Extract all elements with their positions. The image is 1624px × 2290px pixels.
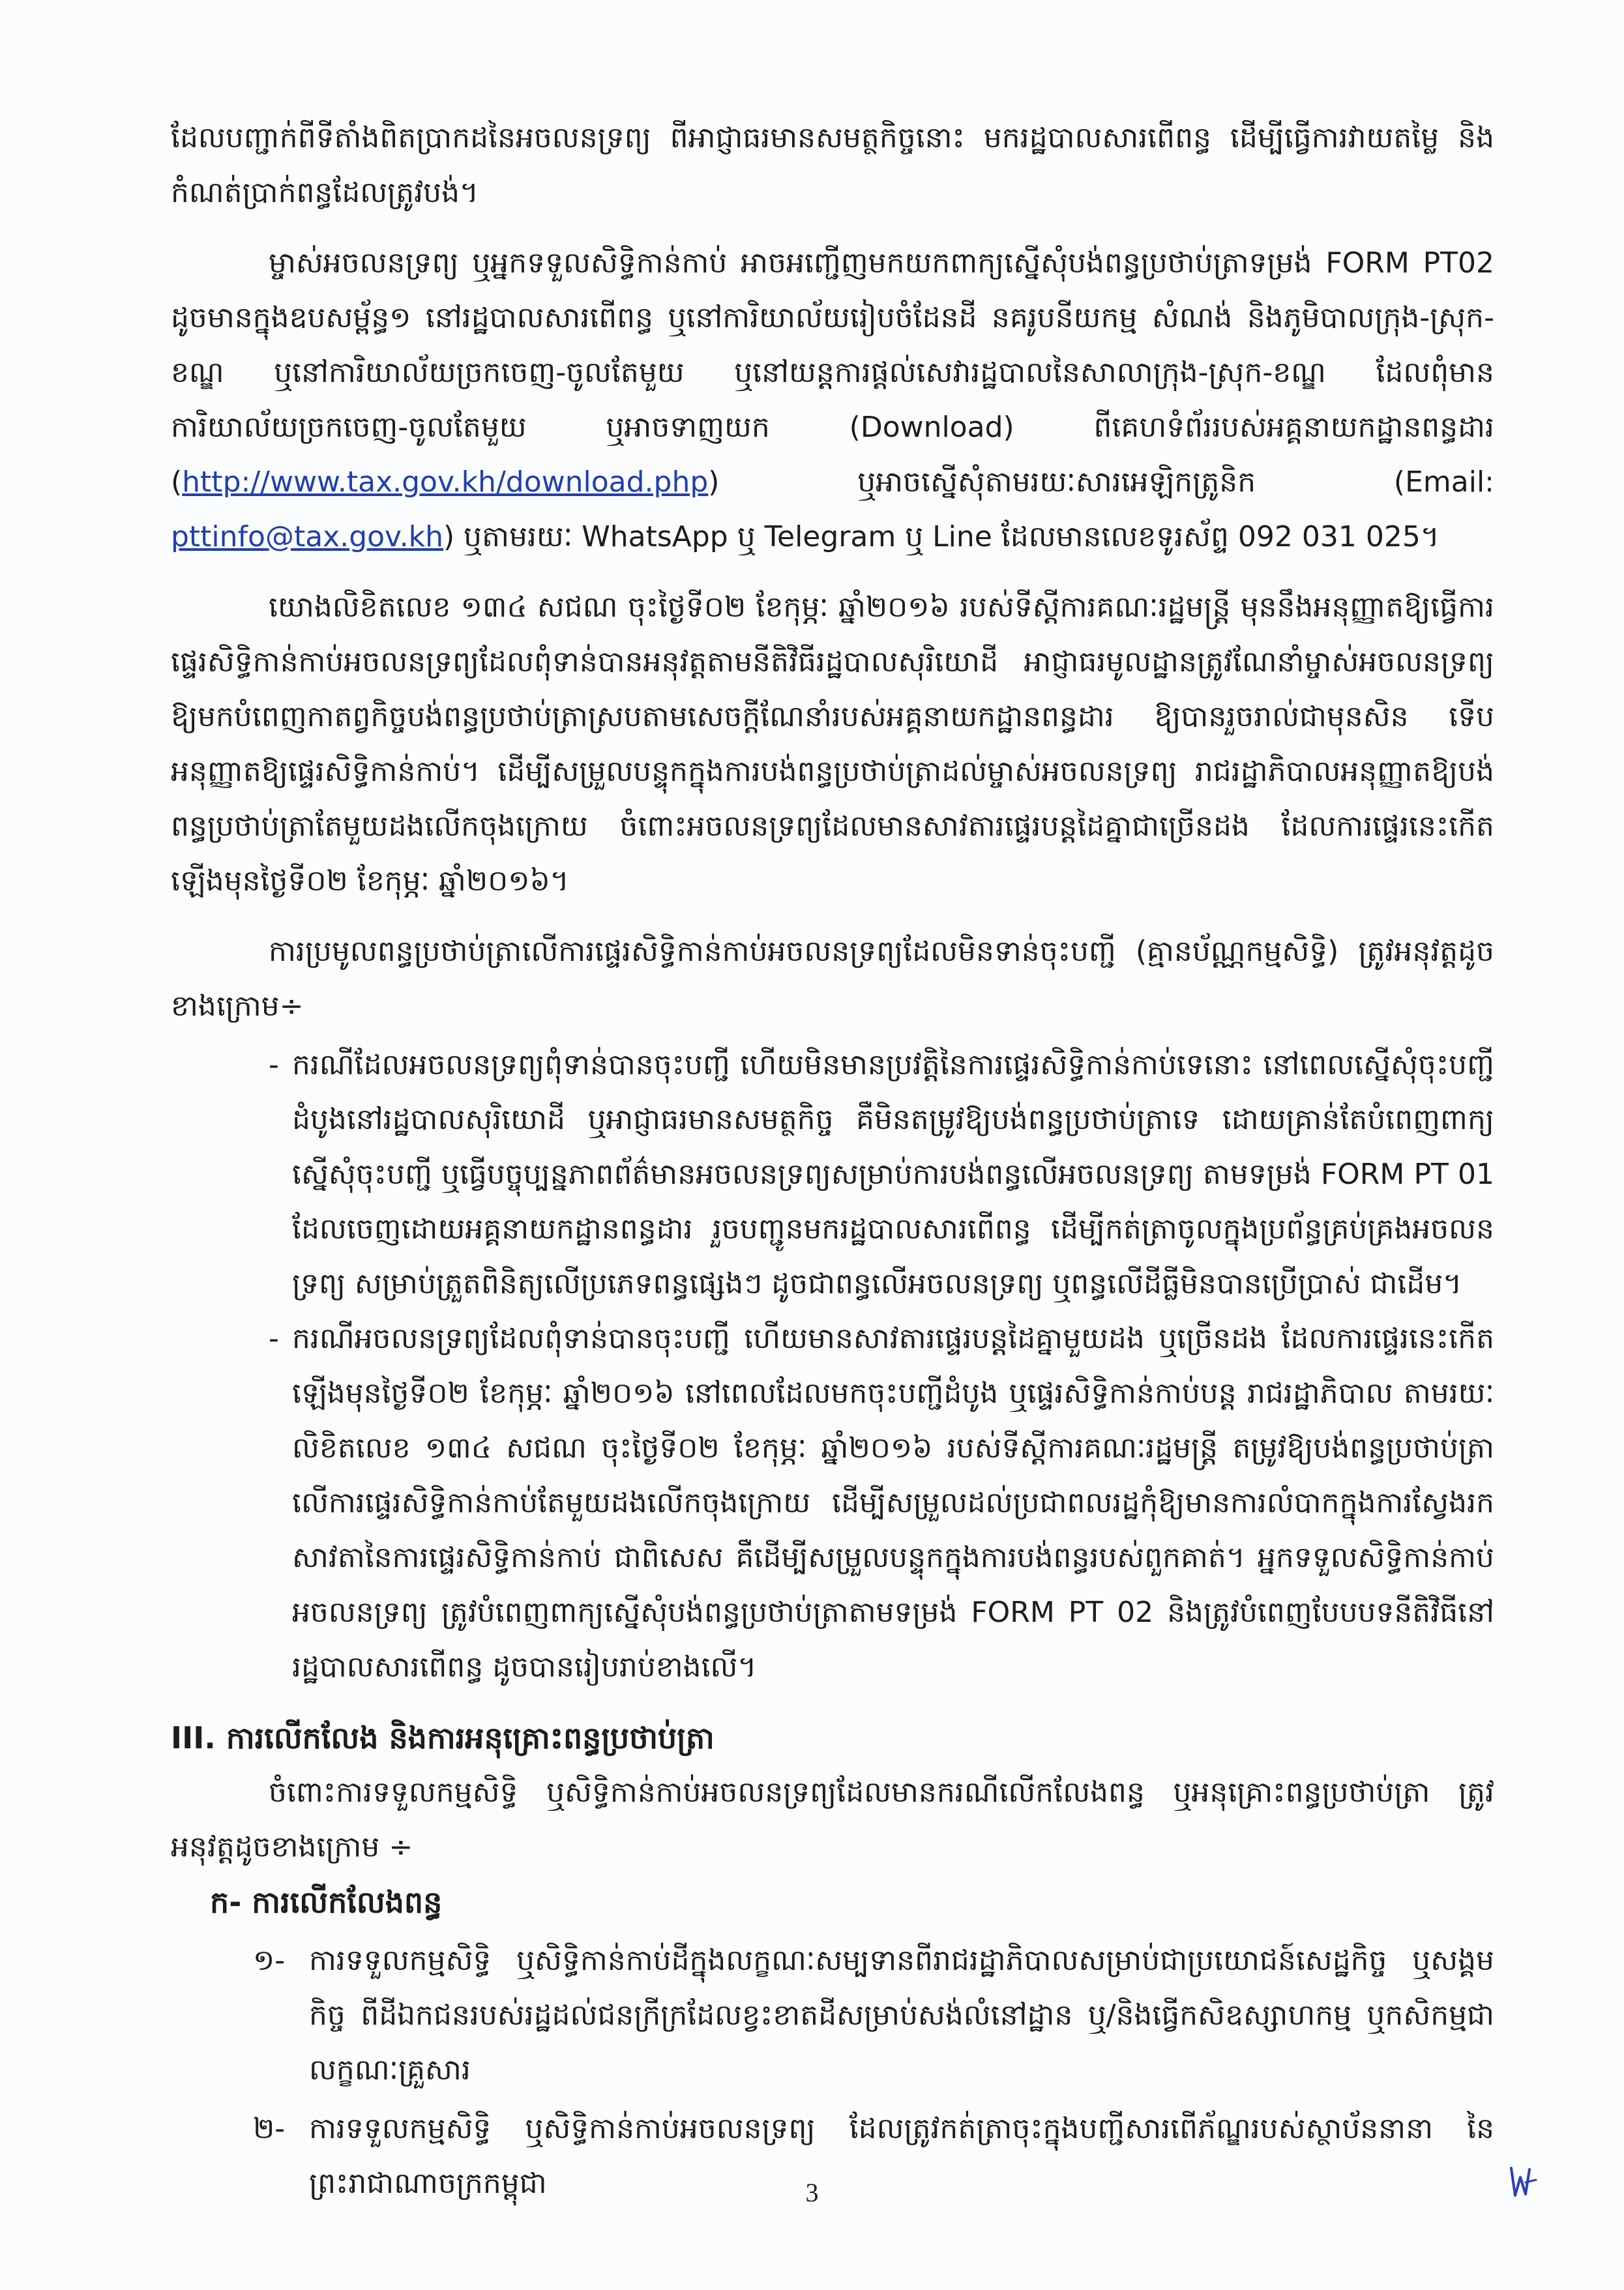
paragraph-form-pt02 — [171, 236, 1494, 565]
document-body — [171, 111, 1494, 2211]
paragraph-form-pt02-text-b: ) ឬអាចស្នើសុំតាមរយៈសារអេឡិកត្រូនិក (Email: — [708, 465, 1494, 499]
list-item — [171, 1933, 1494, 2098]
list-item — [171, 1038, 1494, 1312]
item-text: ការទទួលកម្មសិទ្ធិ ឬសិទ្ធិកាន់កាប់អចលនទ្រព្យ ដែលត្រូវកត់ត្រាចុះក្នុងបញ្ជីសារពើភ័ណ្ឌរបស់ស្ថាប័ននានា នៃព្រះរាជាណាចក្រកម្ពុជា — [309, 2112, 1494, 2200]
bullet-dash: - — [269, 1048, 279, 1081]
list-item-text: ករណីអចលនទ្រព្យដែលពុំទាន់បានចុះបញ្ជី ហើយមានសាវតារផ្ទេរបន្តដៃគ្នាមួយដង ឬច្រើនដង ដែលការផ្ទេរនេះកើតឡើងមុនថ្ងៃទី០២ ខែកុម្ភៈ ឆ្នាំ២០១៦ នៅពេលដែលមកចុះបញ្ជីដំបូង ឬផ្ទេរសិទ្ធិកាន់កាប់បន្ត រាជរដ្ឋាភិបាល តាមរយៈលិខិតលេខ ១៣៤ សជណ ចុះថ្ងៃទី០២ ខែកុម្ភៈ ឆ្នាំ២០១៦ របស់ទីស្តីការគណៈរដ្ឋមន្ត្រី តម្រូវឱ្យបង់ពន្ធប្រថាប់ត្រាលើការផ្ទេរសិទ្ធិកាន់កាប់តែមួយដងលើកចុងក្រោយ ដើម្បីសម្រួលដល់ប្រជាពលរដ្ឋកុំឱ្យមានការលំបាកក្នុងការស្វែងរកសាវតានៃការផ្ទេរសិទ្ធិកាន់កាប់ ជាពិសេស គឺដើម្បីសម្រួលបន្ទុកក្នុងការបង់ពន្ធរបស់ពួកគាត់។ អ្នកទទួលសិទ្ធិកាន់កាប់អចលនទ្រព្យ ត្រូវបំពេញពាក្យស្នើសុំបង់ពន្ធប្រថាប់ត្រាតាមទម្រង់ FORM PT 02 និងត្រូវបំពេញបែបបទនីតិវិធីនៅរដ្ឋបាលសារពើពន្ធ ដូចបានរៀបរាប់ខាងលើ។ — [292, 1322, 1494, 1684]
item-number: ២- — [253, 2112, 286, 2145]
collection-cases-list — [171, 1038, 1494, 1695]
section-intro: ចំពោះការទទួលកម្មសិទ្ធិ ឬសិទ្ធិកាន់កាប់អចលនទ្រព្យដែលមានករណីលើកលែងពន្ធ ឬអនុគ្រោះពន្ធប្រថាប់ត្រា ត្រូវអនុវត្តដូចខាងក្រោម ÷ — [171, 1776, 1494, 1864]
list-item-text: ករណីដែលអចលនទ្រព្យពុំទាន់បានចុះបញ្ជី ហើយមិនមានប្រវត្តិនៃការផ្ទេរសិទ្ធិកាន់កាប់ទេនោះ នៅពេលស្នើសុំចុះបញ្ជីដំបូងនៅរដ្ឋបាលសុរិយោដី ឬអាជ្ញាធរមានសមត្ថកិច្ច គឺមិនតម្រូវឱ្យបង់ពន្ធប្រថាប់ត្រាទេ ដោយគ្រាន់តែបំពេញពាក្យស្នើសុំចុះបញ្ជី ឬធ្វើបច្ចុប្បន្នភាពព័ត៌មានអចលនទ្រព្យសម្រាប់ការបង់ពន្ធលើអចលនទ្រព្យ តាមទម្រង់ FORM PT 01 ដែលចេញដោយអគ្គនាយកដ្ឋានពន្ធដារ រួចបញ្ជូនមករដ្ឋបាលសារពើពន្ធ ដើម្បីកត់ត្រាចូលក្នុងប្រព័ន្ធគ្រប់គ្រងអចលនទ្រព្យ សម្រាប់ត្រួតពិនិត្យលើប្រភេទពន្ធផ្សេងៗ ដូចជាពន្ធលើអចលនទ្រព្យ ឬពន្ធលើដីធ្លីមិនបានប្រើប្រាស់ ជាដើម។ — [292, 1048, 1494, 1300]
bullet-dash: - — [269, 1322, 279, 1355]
item-text: ការទទួលកម្មសិទ្ធិ ឬសិទ្ធិកាន់កាប់ដីក្នុងលក្ខណៈសម្បទានពីរាជរដ្ឋាភិបាលសម្រាប់ជាប្រយោជន៍សេដ្ឋកិច្ច ឬសង្គមកិច្ច ពីដីឯកជនរបស់រដ្ឋដល់ជនក្រីក្រដែលខ្វះខាតដីសម្រាប់សង់លំនៅដ្ឋាន ឬ/និងធ្វើកសិឧស្សាហកម្ម ឬកសិកម្មជាលក្ខណៈគ្រួសារ — [309, 1944, 1494, 2087]
item-number: ១- — [253, 1944, 286, 1977]
list-item — [171, 1312, 1494, 1695]
section-heading-exemption: III. ការលើកលែង និងការអនុគ្រោះពន្ធប្រថាប់ត្រា — [171, 1720, 715, 1755]
page-number: 3 — [805, 2178, 819, 2207]
paragraph-form-pt02-text-a: ម្ចាស់អចលនទ្រព្យ ឬអ្នកទទួលសិទ្ធិកាន់កាប់ អាចអញ្ជើញមកយកពាក្យស្នើសុំបង់ពន្ធប្រថាប់ត្រាទម្រង់ FORM PT02 ដូចមានក្នុងឧបសម្ព័ន្ធ១ នៅរដ្ឋបាលសារពើពន្ធ ឬនៅការិយាល័យរៀបចំដែនដី នគរូបនីយកម្ម សំណង់ និងភូមិបាលក្រុង-ស្រុក-ខណ្ឌ ឬនៅការិយាល័យច្រកចេញ-ចូលតែមួយ ឬនៅយន្តការផ្តល់សេវារដ្ឋបាលនៃសាលាក្រុង-ស្រុក-ខណ្ឌ ដែលពុំមានការិយាល័យច្រកចេញ-ចូលតែមួយ ឬអាចទាញយក (Download) ពីគេហទំព័ររបស់អគ្គនាយកដ្ឋានពន្ធដារ ( — [171, 246, 1494, 499]
paragraph-continuation: ដែលបញ្ជាក់ពីទីតាំងពិតប្រាកដនៃអចលនទ្រព្យ ពីអាជ្ញាធរមានសមត្ថកិច្ចនោះ មករដ្ឋបាលសារពើពន្ធ ដើម្បីធ្វើការវាយតម្លៃ និងកំណត់ប្រាក់ពន្ធដែលត្រូវបង់។ — [171, 121, 1494, 209]
exemption-items-list — [171, 1933, 1494, 2211]
subheading-exemption: ក- ការលើកលែងពន្ធ — [210, 1885, 443, 1920]
email-link[interactable]: pttinfo@tax.gov.kh — [171, 520, 444, 553]
paragraph-collection-intro: ការប្រមូលពន្ធប្រថាប់ត្រាលើការផ្ទេរសិទ្ធិកាន់កាប់អចលនទ្រព្យដែលមិនទាន់ចុះបញ្ជី (គ្មានប័ណ្ណកម្មសិទ្ធិ) ត្រូវអនុវត្តដូចខាងក្រោម÷ — [171, 935, 1494, 1023]
paragraph-form-pt02-text-c: ) ឬតាមរយៈ WhatsApp ឬ Telegram ឬ Line ដែលមានលេខទូរស័ព្ទ 092 031 025។ — [443, 520, 1439, 553]
paragraph-letter-134: យោងលិខិតលេខ ១៣៤ សជណ ចុះថ្ងៃទី០២ ខែកុម្ភៈ ឆ្នាំ២០១៦ របស់ទីស្តីការគណៈរដ្ឋមន្ត្រី មុននឹងអនុញ្ញាតឱ្យធ្វើការផ្ទេរសិទ្ធិកាន់កាប់អចលនទ្រព្យដែលពុំទាន់បានអនុវត្តតាមនីតិវិធីរដ្ឋបាលសុរិយោដី អាជ្ញាធរមូលដ្ឋានត្រូវណែនាំម្ចាស់អចលនទ្រព្យ ឱ្យមកបំពេញកាតព្វកិច្ចបង់ពន្ធប្រថាប់ត្រាស្របតាមសេចក្តីណែនាំរបស់អគ្គនាយកដ្ឋានពន្ធដារ ឱ្យបានរួចរាល់ជាមុនសិន ទើបអនុញ្ញាតឱ្យផ្ទេរសិទ្ធិកាន់កាប់។ ដើម្បីសម្រួលបន្ទុកក្នុងការបង់ពន្ធប្រថាប់ត្រាដល់ម្ចាស់អចលនទ្រព្យ រាជរដ្ឋាភិបាលអនុញ្ញាតឱ្យបង់ពន្ធប្រថាប់ត្រាតែមួយដងលើកចុងក្រោយ ចំពោះអចលនទ្រព្យដែលមានសាវតារផ្ទេរបន្តដៃគ្នាជាច្រើនដង ដែលការផ្ទេរនេះកើតឡើងមុនថ្ងៃទី០២ ខែកុម្ភៈ ឆ្នាំ២០១៦។ — [171, 591, 1494, 898]
download-link[interactable]: http://www.tax.gov.kh/download.php — [182, 465, 709, 499]
handwritten-initials-icon — [1506, 2163, 1539, 2202]
